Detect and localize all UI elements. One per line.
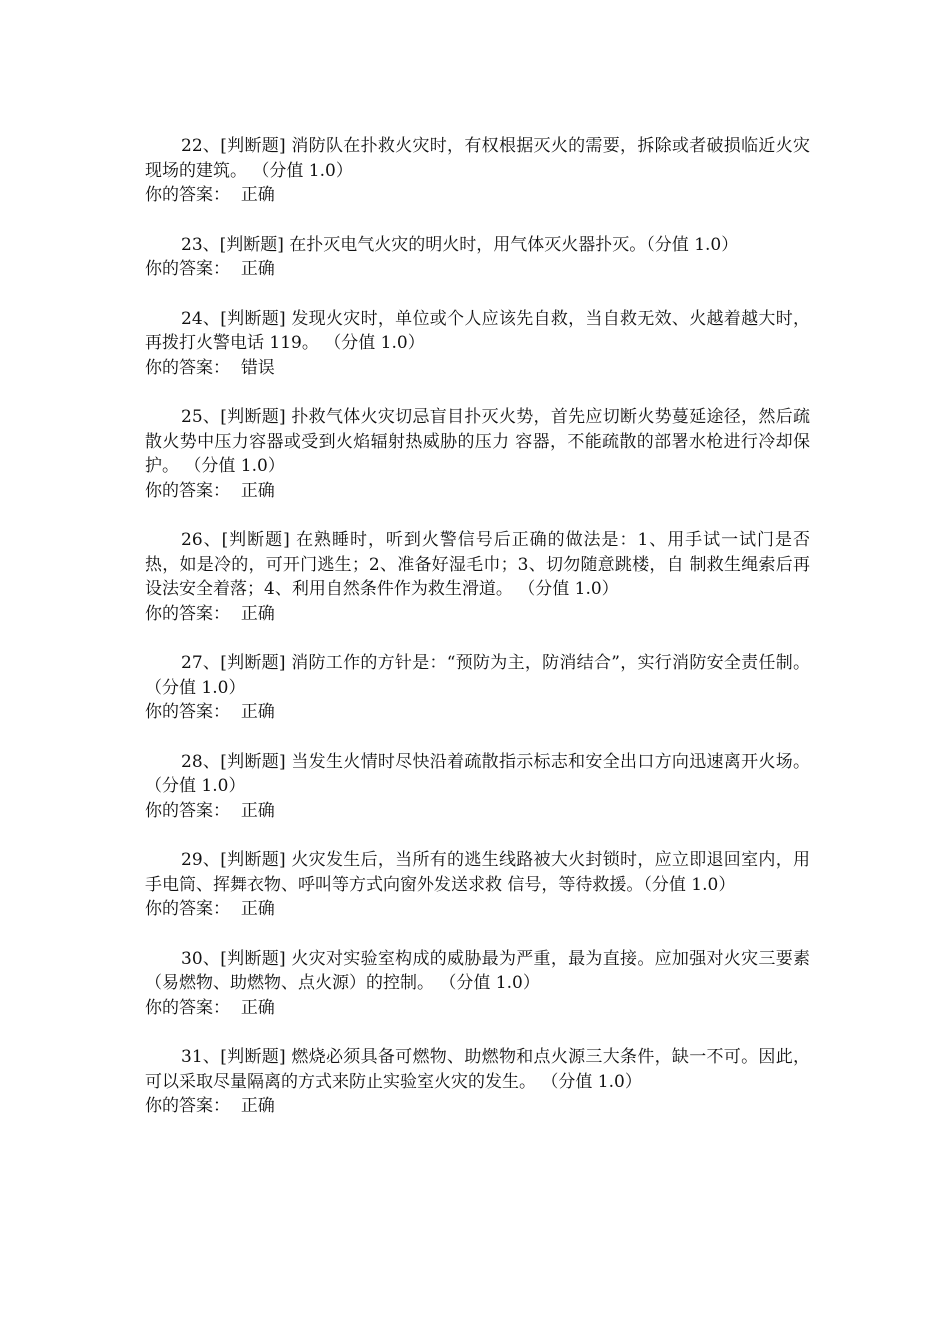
answer-label: 你的答案： xyxy=(145,185,230,205)
question-31 xyxy=(145,1045,810,1119)
answer-line xyxy=(145,183,810,208)
answer-label: 你的答案： xyxy=(145,480,230,501)
question-text: 26、[判断题] 在熟睡时，听到火警信号后正确的做法是：1、用手试一试门是否热，如是冷的，可开门逃生；2、准备好湿毛巾；3、切勿随意跳楼，自 制救生绳索后再设法安全着落；4、利用自然条件作为救生滑道。 （分值 1.0） xyxy=(145,530,810,599)
question-text: 23、[判断题] 在扑灭电气火灾的明火时，用气体灭火器扑灭。（分值 1.0） xyxy=(181,234,739,255)
answer-value: 正确 xyxy=(240,259,275,279)
answer-line xyxy=(145,356,810,381)
answer-value: 正确 xyxy=(240,702,275,722)
answer-line xyxy=(145,257,810,282)
answer-label: 你的答案： xyxy=(145,997,230,1018)
question-22 xyxy=(145,134,810,208)
answer-value: 正确 xyxy=(240,603,275,624)
answer-label: 你的答案： xyxy=(145,702,230,722)
question-text: 31、[判断题] 燃烧必须具备可燃物、助燃物和点火源三大条件，缺一不可。因此，可以采取尽量隔离的方式来防止实验室火灾的发生。 （分值 1.0） xyxy=(145,1047,810,1092)
question-29 xyxy=(145,848,810,922)
answer-line xyxy=(145,996,810,1021)
answer-line xyxy=(145,897,810,922)
answer-line xyxy=(145,799,810,824)
question-text: 25、[判断题] 扑救气体火灾切忌盲目扑灭火势，首先应切断火势蔓延途径，然后疏散火势中压力容器或受到火焰辐射热威胁的压力 容器，不能疏散的部署水枪进行冷却保护。 （分值 1.0） xyxy=(145,407,810,476)
question-24 xyxy=(145,307,810,381)
question-27 xyxy=(145,651,810,725)
answer-label: 你的答案： xyxy=(145,899,230,919)
answer-value: 正确 xyxy=(240,800,275,821)
answer-value: 正确 xyxy=(240,1096,275,1116)
answer-value: 正确 xyxy=(240,480,275,501)
question-text: 22、[判断题] 消防队在扑救火灾时，有权根据灭火的需要，拆除或者破损临近火灾现场的建筑。 （分值 1.0） xyxy=(145,136,810,181)
answer-value: 正确 xyxy=(240,997,275,1018)
question-23 xyxy=(145,233,810,282)
answer-label: 你的答案： xyxy=(145,357,230,378)
answer-value: 正确 xyxy=(240,899,275,919)
answer-value: 错误 xyxy=(240,357,275,378)
question-28 xyxy=(145,750,810,824)
question-text: 29、[判断题] 火灾发生后，当所有的逃生线路被大火封锁时，应立即退回室内，用手电筒、挥舞衣物、呼叫等方式向窗外发送求救 信号，等待救援。（分值 1.0） xyxy=(145,850,810,895)
answer-label: 你的答案： xyxy=(145,259,230,279)
answer-label: 你的答案： xyxy=(145,1096,230,1116)
question-text: 30、[判断题] 火灾对实验室构成的威胁最为严重，最为直接。应加强对火灾三要素（易燃物、助燃物、点火源）的控制。 （分值 1.0） xyxy=(145,948,810,993)
answer-line xyxy=(145,1094,810,1119)
question-26 xyxy=(145,528,810,626)
question-text: 28、[判断题] 当发生火情时尽快沿着疏散指示标志和安全出口方向迅速离开火场。 （分值 1.0） xyxy=(145,751,810,796)
answer-line xyxy=(145,700,810,725)
answer-value: 正确 xyxy=(240,185,275,205)
answer-line xyxy=(145,602,810,627)
question-text: 24、[判断题] 发现火灾时，单位或个人应该先自救，当自救无效、火越着越大时，再拨打火警电话 119。 （分值 1.0） xyxy=(145,308,810,353)
answer-label: 你的答案： xyxy=(145,603,230,624)
question-30 xyxy=(145,947,810,1021)
question-text: 27、[判断题] 消防工作的方针是：“预防为主，防消结合”，实行消防安全责任制。 （分值 1.0） xyxy=(145,653,810,698)
question-25 xyxy=(145,405,810,503)
answer-label: 你的答案： xyxy=(145,800,230,821)
answer-line xyxy=(145,479,810,504)
